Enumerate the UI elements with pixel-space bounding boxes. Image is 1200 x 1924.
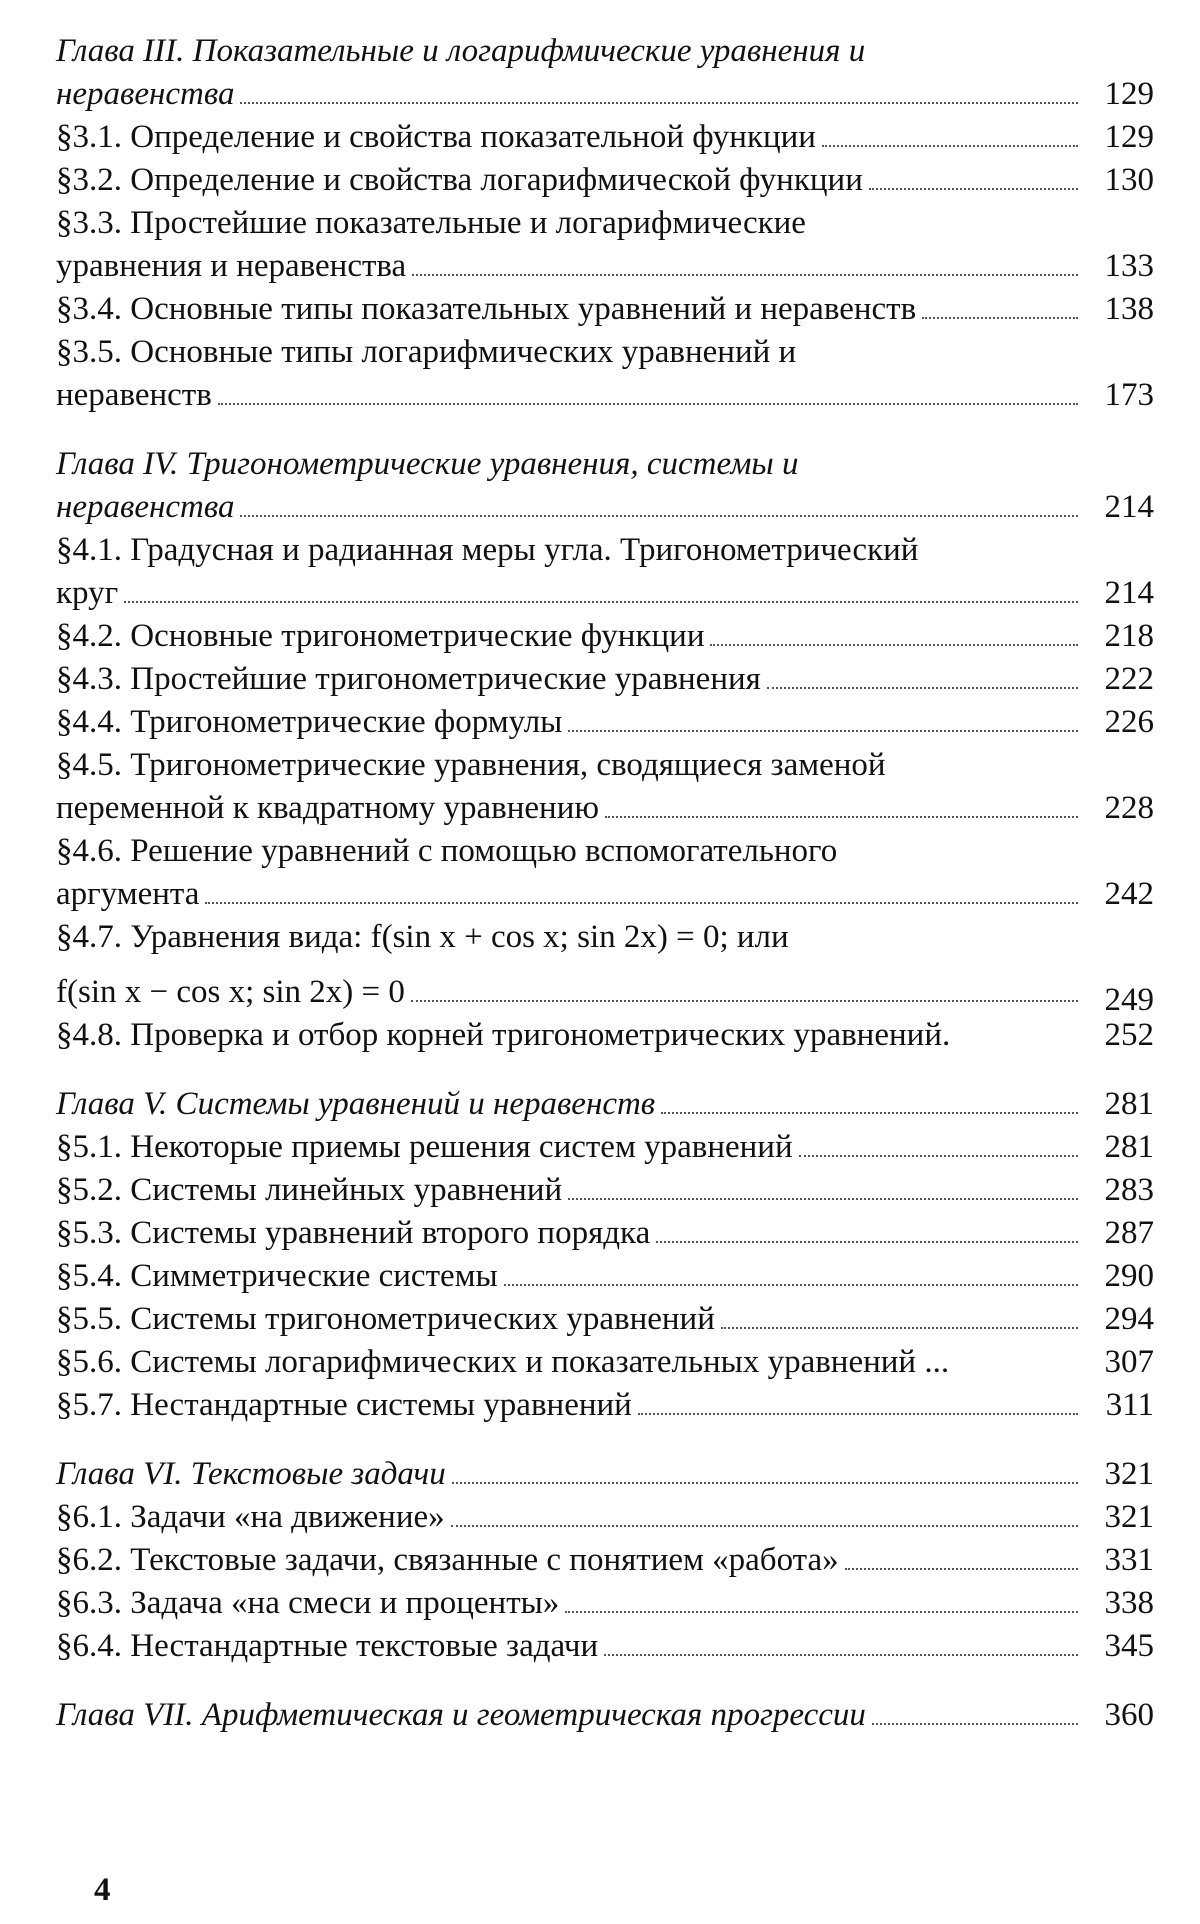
entry-line: §4.1. Градусная и радианная меры угла. Тригонометрический [56, 532, 919, 568]
entry-line: аргумента [56, 876, 200, 912]
entry-line: §6.1. Задачи «на движение» [56, 1499, 445, 1535]
page-ref: 218 [1104, 618, 1154, 654]
dot-leader [638, 1413, 1078, 1415]
page-ref: 290 [1104, 1258, 1154, 1294]
entry-line: §4.5. Тригонометрические уравнения, сводящиеся заменой [56, 747, 886, 783]
toc-entry [56, 288, 1154, 331]
entry-line: круг [56, 575, 119, 611]
dot-leader [568, 1198, 1078, 1200]
dot-leader [799, 1155, 1078, 1157]
page-ref: 214 [1104, 575, 1154, 611]
entry-line: §5.4. Симметрические системы [56, 1258, 498, 1294]
dot-leader [767, 687, 1078, 689]
page-ref: 287 [1104, 1215, 1154, 1251]
toc-entry [56, 1126, 1154, 1169]
dot-leader [240, 515, 1078, 517]
dot-leader [412, 274, 1078, 276]
toc-entry [56, 615, 1154, 658]
dot-leader [565, 1611, 1078, 1613]
dot-leader [661, 1112, 1078, 1114]
page-ref: 130 [1104, 162, 1154, 198]
toc-entry [56, 701, 1154, 744]
page-ref: 321 [1104, 1456, 1154, 1492]
dot-leader [411, 1000, 1078, 1002]
entry-line: §3.4. Основные типы показательных уравнений и неравенств [56, 291, 917, 327]
page-ref: 242 [1104, 876, 1154, 912]
page-ref: 331 [1104, 1542, 1154, 1578]
page-ref: 228 [1104, 790, 1154, 826]
dot-leader [240, 102, 1078, 104]
toc-entry [56, 1169, 1154, 1212]
toc-entry [56, 1298, 1154, 1341]
page-ref: 129 [1104, 76, 1154, 112]
dot-leader [822, 145, 1078, 147]
chapter-heading-line: Глава III. Показательные и логарифмические уравнения и [56, 33, 866, 69]
entry-line: §4.3. Простейшие тригонометрические уравнения [56, 661, 761, 697]
dot-leader [218, 403, 1078, 405]
chapter-heading-line: неравенства [56, 76, 235, 112]
toc-entry [56, 159, 1154, 202]
dot-leader [721, 1327, 1078, 1329]
page-ref: 129 [1104, 119, 1154, 155]
chapter-heading-line: Глава VI. Текстовые задачи [56, 1456, 446, 1492]
page-ref: 321 [1104, 1499, 1154, 1535]
dot-leader [124, 601, 1078, 603]
entry-line: §4.8. Проверка и отбор корней тригонометрических уравнений. [56, 1017, 951, 1053]
toc-entry [56, 1255, 1154, 1298]
dot-leader [710, 644, 1078, 646]
toc-entry [56, 916, 1154, 1018]
entry-line: переменной к квадратному уравнению [56, 790, 600, 826]
page-ref: 281 [1104, 1086, 1154, 1122]
chapter-section [56, 30, 1154, 417]
chapter-heading [56, 1083, 1154, 1126]
page-ref: 214 [1104, 489, 1154, 525]
chapter-section [56, 443, 1154, 1057]
page-number: 4 [94, 1872, 111, 1908]
dot-leader [605, 816, 1078, 818]
page-ref: 345 [1104, 1628, 1154, 1664]
entry-line: §3.2. Определение и свойства логарифмической функции [56, 162, 863, 198]
table-of-contents [56, 30, 1154, 1763]
chapter-heading-line: Глава VII. Арифметическая и геометрическая прогрессии [56, 1697, 866, 1733]
entry-line: §3.3. Простейшие показательные и логарифмические [56, 205, 806, 241]
dot-leader [452, 1482, 1078, 1484]
dot-leader [922, 317, 1078, 319]
toc-entry [56, 830, 1154, 916]
page-ref: 226 [1104, 704, 1154, 740]
dot-leader [205, 902, 1078, 904]
toc-entry [56, 1212, 1154, 1255]
entry-line: §3.1. Определение и свойства показательной функции [56, 119, 816, 155]
toc-entry [56, 1014, 1154, 1057]
chapter-heading [56, 1453, 1154, 1496]
toc-entry [56, 529, 1154, 615]
toc-entry [56, 331, 1154, 417]
toc-entry [56, 1582, 1154, 1625]
dot-leader [656, 1241, 1078, 1243]
page-ref: 252 [1104, 1017, 1154, 1053]
chapter-heading [56, 1694, 1154, 1737]
dot-leader [504, 1284, 1078, 1286]
dot-leader [568, 730, 1078, 732]
entry-line: §5.5. Системы тригонометрических уравнений [56, 1301, 715, 1337]
chapter-heading-line: неравенства [56, 489, 235, 525]
page-ref: 133 [1104, 248, 1154, 284]
entry-line: §5.2. Системы линейных уравнений [56, 1172, 563, 1208]
entry-line: §6.4. Нестандартные текстовые задачи [56, 1628, 599, 1664]
chapter-section [56, 1453, 1154, 1668]
dot-leader [869, 188, 1078, 190]
entry-line: неравенств [56, 377, 212, 413]
toc-entry [56, 202, 1154, 288]
entry-line: §4.6. Решение уравнений с помощью вспомогательного [56, 833, 838, 869]
dot-leader [604, 1654, 1078, 1656]
page-ref: 307 [1104, 1344, 1154, 1380]
chapter-heading-line: Глава IV. Тригонометрические уравнения, системы и [56, 446, 799, 482]
toc-entry [56, 116, 1154, 159]
dot-leader [845, 1568, 1078, 1570]
page-ref: 249 [1104, 982, 1154, 1018]
dot-leader [451, 1525, 1078, 1527]
entry-line: §5.1. Некоторые приемы решения систем уравнений [56, 1129, 793, 1165]
toc-entry [56, 1625, 1154, 1668]
toc-entry [56, 658, 1154, 701]
page-ref: 294 [1104, 1301, 1154, 1337]
entry-line: §5.6. Системы логарифмических и показательных уравнений ... [56, 1344, 950, 1380]
chapter-heading [56, 443, 1154, 529]
page-ref: 311 [1105, 1387, 1154, 1423]
page-ref: 360 [1104, 1697, 1154, 1733]
page-ref: 281 [1104, 1129, 1154, 1165]
dot-leader [872, 1723, 1078, 1725]
toc-entry [56, 1341, 1154, 1384]
chapter-section [56, 1694, 1154, 1737]
entry-line: §4.2. Основные тригонометрические функции [56, 618, 705, 654]
chapter-section [56, 1083, 1154, 1427]
page-ref: 138 [1104, 291, 1154, 327]
entry-line: f(sin x − cos x; sin 2x) = 0 [56, 974, 405, 1010]
toc-entry [56, 1496, 1154, 1539]
toc-entry [56, 1384, 1154, 1427]
entry-line: §5.7. Нестандартные системы уравнений [56, 1387, 632, 1423]
entry-line: §5.3. Системы уравнений второго порядка [56, 1215, 651, 1251]
entry-line: §4.4. Тригонометрические формулы [56, 704, 563, 740]
toc-entry [56, 1539, 1154, 1582]
page-ref: 338 [1104, 1585, 1154, 1621]
toc-entry [56, 744, 1154, 830]
entry-line: §6.2. Текстовые задачи, связанные с понятием «работа» [56, 1542, 839, 1578]
entry-line: уравнения и неравенства [56, 248, 407, 284]
page-ref: 173 [1104, 377, 1154, 413]
entry-line: §6.3. Задача «на смеси и проценты» [56, 1585, 560, 1621]
page-ref: 283 [1104, 1172, 1154, 1208]
entry-line: §3.5. Основные типы логарифмических уравнений и [56, 334, 797, 370]
entry-line: §4.7. Уравнения вида: f(sin x + cos x; sin 2x) = 0; или [56, 919, 789, 955]
chapter-heading-line: Глава V. Системы уравнений и неравенств [56, 1086, 656, 1122]
page-ref: 222 [1104, 661, 1154, 697]
chapter-heading [56, 30, 1154, 116]
